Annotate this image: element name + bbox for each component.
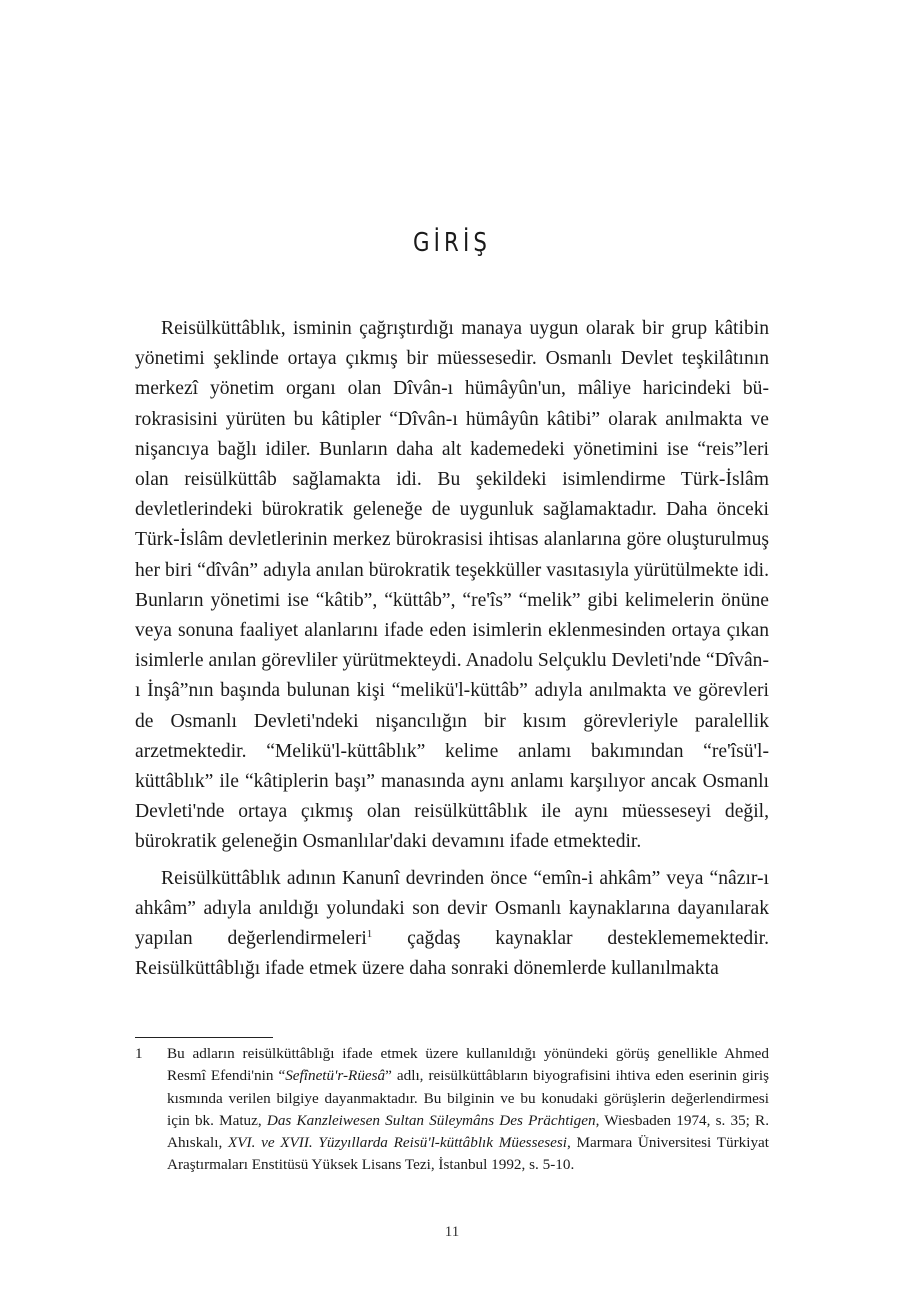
footnote-text-part: Bu adların reisülküttâblığı ifade etmek üzere kullanıldığı yönündeki görüş genellikle Ahmed Resmî Efendi'nin “ (167, 1045, 769, 1085)
footnote-title-das-kanzleiwesen: Das Kanzleiwesen Sultan Süleymâns Des Prächtigen (266, 1111, 596, 1129)
footnote-title-sefinetu-r-ruesa: Sefînetü'r-Rüesâ (285, 1067, 386, 1085)
footnote-number: 1 (135, 1045, 143, 1062)
footnote-divider (135, 1037, 273, 1038)
paragraph-2-text-before-ref: Reisülküttâblık adının Kanunî devrinden önce “emîn-i ahkâm” veya “nâzır-ı ahkâm” adıyla anıldığı yolundaki son devir Osmanlı kaynaklarına dayanılarak yapılan değerlendirmeleri (135, 867, 769, 950)
page-number: 11 (444, 1224, 460, 1240)
paragraph-2 (135, 864, 769, 985)
body-text (135, 314, 769, 990)
paragraph-2-text-after-ref: çağdaş kaynaklar desteklememektedir. Reisülküttâblığı ifade etmek üzere daha sonraki dönemlerde kullanılmakta (135, 928, 769, 980)
book-page (135, 0, 769, 1300)
footnote-1 (135, 1043, 769, 1177)
footnotes (135, 1043, 769, 1177)
footnote-title-reisu-l-kuttablik: XVI. ve XVII. Yüzyıllarda Reisü'l-küttâblık Müessesesi (227, 1134, 568, 1152)
footnote-text (167, 1043, 769, 1177)
chapter-title: GİRİŞ (413, 228, 491, 258)
footnote-reference: 1 (366, 928, 373, 941)
footnote-text-part: , Wiesbaden 1974, s. 35; R. Ahıskalı, (167, 1111, 769, 1152)
paragraph-1: Reisülküttâblık, isminin çağrıştırdığı manaya uygun olarak bir grup kâtibin yönetimi şeklinde ortaya çıkmış bir müessesedir. Osmanlı Devlet teşkilâtının merkezî yönetim organı olan Dîvân-ı hümâyûn'un, mâliye haricindeki bürokrasisini yürüten bu kâtipler “Dîvân-ı hümâyûn kâtibi” olarak anılmakta ve nişancıya bağlı idiler. Bunların daha alt kademedeki yönetimini ise “reis”leri olan reisülküttâb sağlamakta idi. Bu şekildeki isimlendirme Türk-İslâm devletlerindeki bürokratik geleneğe de uygunluk sağlamaktadır. Daha önceki Türk-İslâm devletlerinin merkez bürokrasisi ihtisas alanlarına göre oluşturulmuş her biri “dîvân” adıyla anılan bürokratik teşekküller vasıtasıyla yürütülmekte idi. Bunların yönetimi ise “kâtib”, “küttâb”, “re'îs” “melik” gibi kelimelerin önüne veya sonuna faaliyet alanlarını ifade eden isimlerin eklenmesinden ortaya çıkan isimlerle anılan görevliler yürütmekteydi. Anadolu Selçuklu Devleti'nde “Dîvân-ı İnşâ”nın başında bulunan kişi “melikü'l-küttâb” adıyla anılmakta ve görevleri de Osmanlı Devleti'ndeki nişancılığın bir kısım görevleriyle paralellik arzetmektedir. “Melikü'l-küttâblık” kelime anlamı bakımından “re'îsü'l-küttâblık” ile “kâtiplerin başı” manasında aynı anlamı karşılıyor ancak Osmanlı Devleti'nde ortaya çıkmış olan reisülküttâblık ile aynı müesseseyi değil, bürokratik geleneğin Osmanlılar'daki devamını ifade etmektedir. (135, 318, 769, 853)
footnote-text-part: , Marmara Üniversitesi Türkiyat Araştırmaları Enstitüsü Yüksek Lisans Tezi, İstanbul 1992, s. 5-10. (167, 1134, 769, 1174)
footnote-text-part: ” adlı, reisülküttâbların biyografisini ihtiva eden eserinin giriş kısmında verilen bilgiye dayanmaktadır. Bu bilginin ve bu konudaki görüşlerin değerlendirmesi için bk. Matuz, (167, 1067, 769, 1129)
